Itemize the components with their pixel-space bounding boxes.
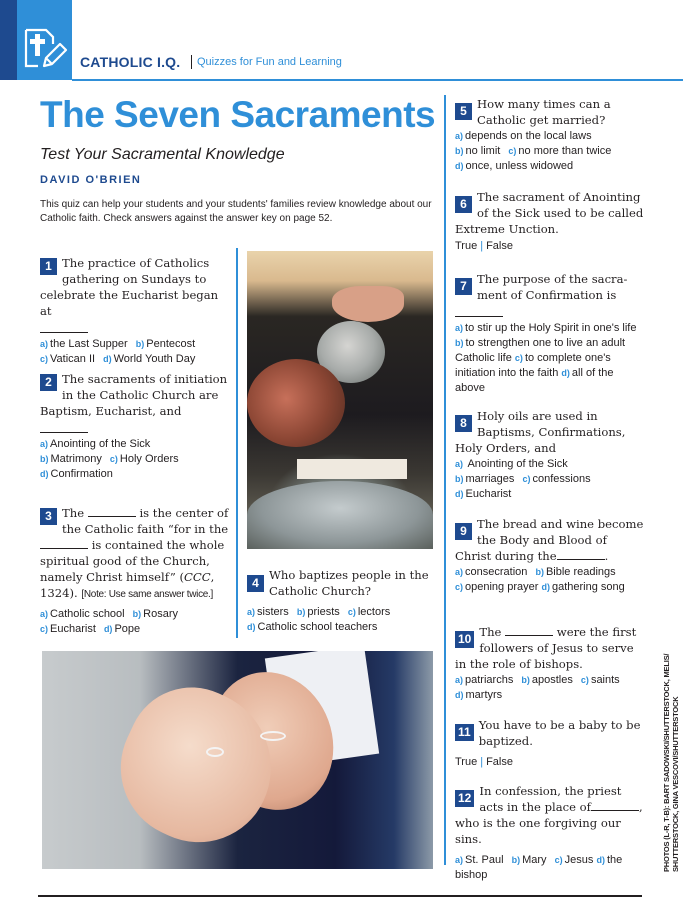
answer-blank <box>40 539 88 549</box>
options: a) sisters b) priests c) lectors d) Catholic school teachers <box>247 606 391 633</box>
option-a[interactable]: sisters <box>257 606 289 618</box>
answer-blank <box>505 626 553 636</box>
options: a) the Last Supper b) Pentecost c) Vatican II d) World Youth Day <box>40 338 196 365</box>
option-c[interactable]: Holy Orders <box>119 453 179 465</box>
question-text: 1 The practice of Catholics gathering on Sundays to celebrate the Eucharist began at <box>40 255 230 333</box>
option-d[interactable]: Confirmation <box>50 468 113 480</box>
option-b[interactable]: marriages <box>465 473 515 485</box>
question-text: 8 Holy oils are used in Baptisms, Confirmations, Holy Orders, and <box>455 409 626 455</box>
option-false[interactable]: False <box>486 240 513 252</box>
question-7 <box>455 271 645 396</box>
question-2 <box>40 371 230 482</box>
question-5 <box>455 96 645 174</box>
options: a) St. Paul b) Mary c) Jesus d) the bishop <box>455 854 623 881</box>
option-true[interactable]: True <box>455 756 478 768</box>
option-d[interactable]: all of the above <box>455 367 614 394</box>
option-true[interactable]: True <box>455 240 478 252</box>
option-c[interactable]: saints <box>590 674 620 686</box>
intro-paragraph: This quiz can help your students and your students' families review knowledge about our Catholic faith. Check answers against the answer key on page 52. <box>40 199 432 224</box>
option-d[interactable]: Pope <box>114 623 141 635</box>
question-8 <box>455 408 645 502</box>
question-text: 10 The were the first followers of Jesus to serve in the role of bishops. <box>455 625 637 671</box>
option-c[interactable]: opening prayer <box>465 581 539 593</box>
option-b[interactable]: Bible readings <box>545 566 616 578</box>
page-title: The Seven Sacraments <box>40 94 436 135</box>
option-d[interactable]: gathering song <box>551 581 625 593</box>
question-6 <box>455 189 645 254</box>
option-a[interactable]: to stir up the Holy Spirit in one's life <box>465 322 637 334</box>
option-c[interactable]: lectors <box>357 606 391 618</box>
options: a) Anointing of the Sick b) marriages c) confessions d) Eucharist <box>455 458 591 500</box>
question-number-badge: 12 <box>455 790 474 807</box>
photo-wedding-rings <box>42 651 433 869</box>
question-1 <box>40 255 230 367</box>
option-a[interactable]: the Last Supper <box>50 338 128 350</box>
option-c[interactable]: to complete one's initiation into the faith <box>455 352 611 379</box>
question-number-badge: 5 <box>455 103 472 120</box>
column-divider-right <box>444 95 446 865</box>
question-text: 7 The purpose of the sacra-ment of Confirmation is <box>455 271 645 317</box>
option-c[interactable]: Jesus <box>564 854 594 866</box>
header-separator <box>191 55 192 69</box>
question-4 <box>247 567 439 635</box>
question-text: 5 How many times can a Catholic get married? <box>455 96 645 128</box>
option-c[interactable]: Eucharist <box>50 623 96 635</box>
question-text: 11 You have to be a baby to be baptized. <box>455 717 645 749</box>
option-d[interactable]: World Youth Day <box>113 353 196 365</box>
answer-blank <box>88 507 136 517</box>
options: a) consecration b) Bible readings c) opening prayer d) gathering song <box>455 566 625 593</box>
section-subtitle: Quizzes for Fun and Learning <box>197 56 342 68</box>
true-false-options: True | False <box>455 240 513 252</box>
options: a) depends on the local laws b) no limit c) no more than twice d) once, unless widowed <box>455 130 612 172</box>
option-a[interactable]: depends on the local laws <box>465 130 592 142</box>
option-d[interactable]: Eucharist <box>465 488 512 500</box>
column-divider-left <box>236 248 238 638</box>
option-false[interactable]: False <box>486 756 513 768</box>
question-10 <box>455 624 645 703</box>
option-a[interactable]: Anointing of the Sick <box>467 458 568 470</box>
option-a[interactable]: St. Paul <box>465 854 504 866</box>
question-number-badge: 2 <box>40 374 57 391</box>
option-d[interactable]: once, unless widowed <box>465 160 574 172</box>
option-a[interactable]: consecration <box>465 566 528 578</box>
option-b[interactable]: Pentecost <box>146 338 196 350</box>
option-a[interactable]: patriarchs <box>465 674 514 686</box>
option-b[interactable]: priests <box>307 606 340 618</box>
question-number-badge: 10 <box>455 631 474 648</box>
options: a) Anointing of the Sick b) Matrimony c) Holy Orders d) Confirmation <box>40 438 179 480</box>
photo-infant-baptism <box>247 251 433 549</box>
option-d[interactable]: the bishop <box>455 854 623 881</box>
option-b[interactable]: apostles <box>531 674 573 686</box>
answer-blank <box>455 303 503 317</box>
question-text: 12 In confession, the priest acts in the place of , who is the one forgiving our sins. <box>455 784 643 846</box>
question-12 <box>455 783 645 883</box>
option-a[interactable]: Anointing of the Sick <box>50 438 151 450</box>
answer-blank <box>40 419 88 433</box>
option-d[interactable]: martyrs <box>465 689 503 701</box>
option-b[interactable]: Rosary <box>143 608 179 620</box>
question-text: 3 The is the center of the Catholic faith “for in the is contained the whole spiritual good of the Church, namely Christ himself” (CCC, 1324). [Note: Use same answer twice.] <box>40 506 229 600</box>
option-a[interactable]: Catholic school <box>50 608 125 620</box>
question-number-badge: 11 <box>455 724 474 741</box>
question-number-badge: 8 <box>455 415 472 432</box>
answer-blank <box>591 801 639 811</box>
question-3 <box>40 505 230 637</box>
question-number-badge: 9 <box>455 523 472 540</box>
option-b[interactable]: no limit <box>465 145 501 157</box>
question-number-badge: 6 <box>455 196 472 213</box>
answer-blank <box>557 550 605 560</box>
option-b[interactable]: to strengthen one to live an adult Catholic life <box>455 337 626 364</box>
options: a) to stir up the Holy Spirit in one's life b) to strengthen one to live an adult Catholic life c) to complete one's initiation into the faith d) all of the above <box>455 322 637 394</box>
bottom-rule <box>38 895 642 897</box>
option-c[interactable]: no more than twice <box>518 145 612 157</box>
question-number-badge: 7 <box>455 278 472 295</box>
options: a) patriarchs b) apostles c) saints d) martyrs <box>455 674 620 701</box>
option-b[interactable]: Matrimony <box>50 453 102 465</box>
option-c[interactable]: Vatican II <box>50 353 96 365</box>
option-c[interactable]: confessions <box>532 473 591 485</box>
header-rule <box>72 79 683 81</box>
author-byline: DAVID O'BRIEN <box>40 174 142 186</box>
question-text: 2 The sacraments of initiation in the Catholic Church are Baptism, Eucharist, and <box>40 371 230 433</box>
question-text: 4 Who baptizes people in the Catholic Church? <box>247 567 439 599</box>
true-false-options: True | False <box>455 756 513 768</box>
options: a) Catholic school b) Rosary c) Eucharist d) Pope <box>40 608 179 635</box>
question-text: 6 The sacrament of Anointing of the Sick used to be called Extreme Unction. <box>455 190 644 236</box>
cross-document-pencil-icon <box>22 26 68 72</box>
section-title: CATHOLIC I.Q. <box>80 54 181 70</box>
question-number-badge: 4 <box>247 575 264 592</box>
header-dark-strip <box>0 0 17 80</box>
page-subtitle: Test Your Sacramental Knowledge <box>40 146 285 163</box>
question-number-badge: 3 <box>40 508 57 525</box>
option-b[interactable]: Mary <box>522 854 547 866</box>
question-note: [Note: Use same answer twice.] <box>81 589 214 600</box>
option-d[interactable]: Catholic school teachers <box>257 621 378 633</box>
question-number-badge: 1 <box>40 258 57 275</box>
question-text: 9 The bread and wine become the Body and Blood of Christ during the . <box>455 517 644 563</box>
question-11 <box>455 717 645 770</box>
photo-credit: PHOTOS (L-R, T-B): BART SADOWSKI/SHUTTERSTOCK, MELIS/ SHUTTERSTOCK, GINA VESCOVI/SHUTTERSTOCK <box>662 653 680 872</box>
answer-blank <box>40 319 88 333</box>
question-9 <box>455 516 645 595</box>
